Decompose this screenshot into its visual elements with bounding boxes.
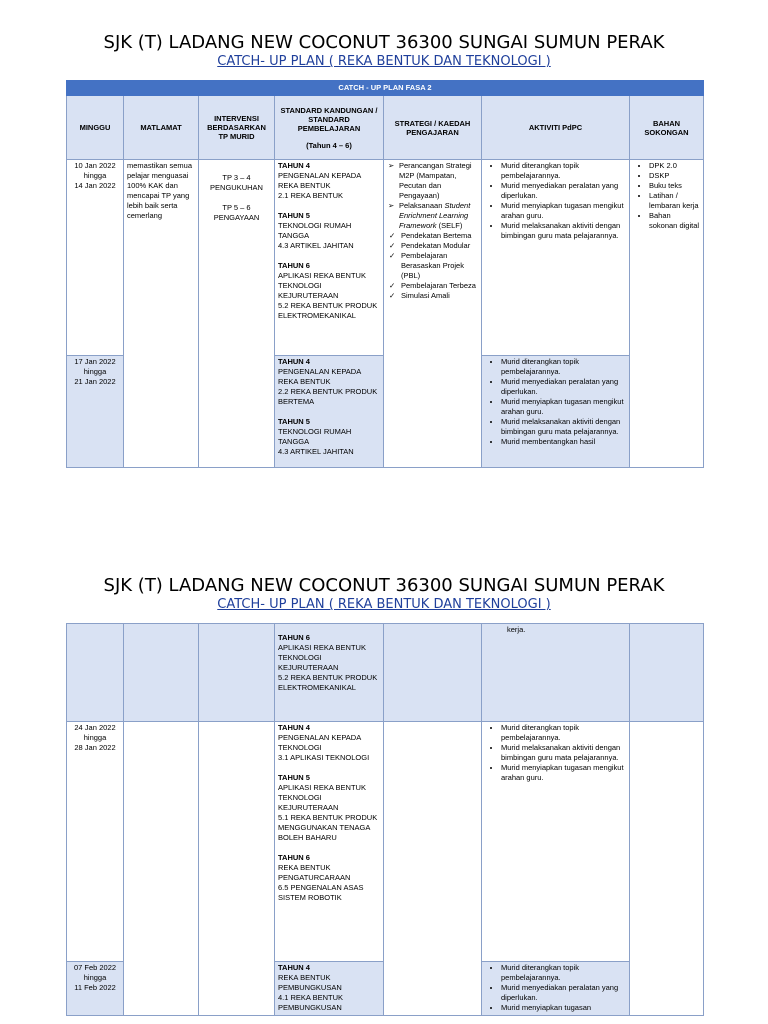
plan-table-page-2 xyxy=(66,623,704,1016)
strategi-cell xyxy=(384,160,482,468)
standard-line: TEKNOLOGI RUMAH TANGGA xyxy=(278,427,352,446)
aktiviti-item: • Murid menyiapkan tugasan mengikut arahan guru. xyxy=(501,397,626,417)
intervensi-tp56: TP 5 – 6 xyxy=(222,203,251,212)
bahan-item: • Buku teks xyxy=(649,181,700,191)
standard-line: REKA BENTUK PEMBUNGKUSAN xyxy=(278,973,342,992)
standard-cell xyxy=(275,160,384,356)
header-standard xyxy=(275,96,384,160)
phase-title: CATCH - UP PLAN FASA 2 xyxy=(67,81,704,96)
aktiviti-item: • Murid melaksanakan aktiviti dengan bimbingan guru mata pelajarannya. xyxy=(501,743,626,763)
week-date: 07 Feb 2022 hingga 11 Feb 2022 xyxy=(67,962,124,1016)
aktiviti-item: • Murid melaksanakan aktiviti dengan bimbingan guru mata pelajarannya. xyxy=(501,417,626,437)
table-row-week-2-continued xyxy=(67,624,704,722)
header-strategi: STRATEGI / KAEDAH PENGAJARAN xyxy=(384,96,482,160)
tahun-5-heading: TAHUN 5 xyxy=(278,211,310,220)
standard-cell xyxy=(275,722,384,962)
standard-line: REKA BENTUK PENGATURCARAAN xyxy=(278,863,351,882)
aktiviti-item: • Murid menyediakan peralatan yang diperlukan. xyxy=(501,377,626,397)
strategi-check-item: ✓ Pendekatan Bertema xyxy=(401,231,478,241)
header-matlamat: MATLAMAT xyxy=(124,96,199,160)
standard-line: 6.5 PENGENALAN ASAS SISTEM ROBOTIK xyxy=(278,883,364,902)
table-row-week-1 xyxy=(67,160,704,356)
strategi-check-item: ✓ Simulasi Amali xyxy=(401,291,478,301)
aktiviti-cell xyxy=(482,160,630,356)
aktiviti-item: • Murid diterangkan topik pembelajarannya. xyxy=(501,963,626,983)
standard-line: TEKNOLOGI RUMAH TANGGA xyxy=(278,221,352,240)
bahan-item: • DSKP xyxy=(649,171,700,181)
aktiviti-cell xyxy=(482,722,630,962)
table-row-week-3 xyxy=(67,722,704,962)
aktiviti-cell xyxy=(482,962,630,1016)
tahun-6-heading: TAHUN 6 xyxy=(278,633,310,642)
week-date: 10 Jan 2022 hingga 14 Jan 2022 xyxy=(67,160,124,356)
header-minggu: MINGGU xyxy=(67,96,124,160)
tahun-4-heading: TAHUN 4 xyxy=(278,161,310,170)
tahun-4-heading: TAHUN 4 xyxy=(278,357,310,366)
aktiviti-item: • Murid diterangkan topik pembelajarannya. xyxy=(501,723,626,743)
tahun-5-heading: TAHUN 5 xyxy=(278,773,310,782)
aktiviti-item: • Murid diterangkan topik pembelajarannya. xyxy=(501,357,626,377)
strategi-item: ➢ Perancangan Strategi M2P (Mampatan, Pecutan dan Pengayaan) xyxy=(399,161,478,201)
standard-cell xyxy=(275,356,384,468)
strategi-item: ➢ Pelaksanaan Student Enrichment Learning Framework (SELF) xyxy=(399,201,478,231)
week-date: 17 Jan 2022 hingga 21 Jan 2022 xyxy=(67,356,124,468)
standard-line: APLIKASI REKA BENTUK TEKNOLOGI KEJURUTERAAN xyxy=(278,643,366,672)
aktiviti-item: • Murid menyediakan peralatan yang diperlukan. xyxy=(501,983,626,1003)
standard-line: 4.1 REKA BENTUK PEMBUNGKUSAN xyxy=(278,993,344,1012)
header-standard-sub: (Tahun 4 – 6) xyxy=(306,140,352,150)
standard-line: 2.2 REKA BENTUK PRODUK BERTEMA xyxy=(278,387,378,406)
intervensi-cell xyxy=(199,160,275,468)
plan-title-page-2: CATCH- UP PLAN ( REKA BENTUK DAN TEKNOLOGI ) xyxy=(217,597,551,612)
strategi-check-item: ✓ Pembelajaran Berasaskan Projek (PBL) xyxy=(401,251,478,281)
aktiviti-item: • Murid membentangkan hasil xyxy=(501,437,626,447)
standard-line: 5.1 REKA BENTUK PRODUK MENGGUNAKAN TENAGA BOLEH BAHARU xyxy=(278,813,378,842)
bahan-item: • Bahan sokonan digital xyxy=(649,211,700,231)
plan-table-page-1 xyxy=(66,80,704,468)
school-name-heading: SJK (T) LADANG NEW COCONUT 36300 SUNGAI SUMUN PERAK xyxy=(103,32,665,53)
aktiviti-item: • Murid diterangkan topik pembelajarannya. xyxy=(501,161,626,181)
intervensi-tp34: TP 3 – 4 xyxy=(222,173,251,182)
aktiviti-item: • Murid menyiapkan tugasan xyxy=(501,1003,626,1013)
tahun-4-heading: TAHUN 4 xyxy=(278,963,310,972)
standard-line: APLIKASI REKA BENTUK TEKNOLOGI KEJURUTERAAN xyxy=(278,783,366,812)
standard-cell xyxy=(275,962,384,1016)
standard-line: 2.1 REKA BENTUK xyxy=(278,191,344,200)
aktiviti-item: • Murid menyiapkan tugasan mengikut arahan guru. xyxy=(501,763,626,783)
intervensi-pengukuhan: PENGUKUHAN xyxy=(210,183,263,192)
aktiviti-item: • Murid melaksanakan aktiviti dengan bimbingan guru mata pelajarannya. xyxy=(501,221,626,241)
plan-title: CATCH- UP PLAN ( REKA BENTUK DAN TEKNOLOGI ) xyxy=(217,54,551,69)
tahun-6-heading: TAHUN 6 xyxy=(278,853,310,862)
school-name-heading-page-2: SJK (T) LADANG NEW COCONUT 36300 SUNGAI SUMUN PERAK xyxy=(103,575,665,596)
tahun-6-heading: TAHUN 6 xyxy=(278,261,310,270)
standard-line: 4.3 ARTIKEL JAHITAN xyxy=(278,241,354,250)
header-aktiviti: AKTIVITI PdPC xyxy=(482,96,630,160)
tahun-4-heading: TAHUN 4 xyxy=(278,723,310,732)
aktiviti-item: • Murid menyediakan peralatan yang diperlukan. xyxy=(501,181,626,201)
standard-line: PENGENALAN KEPADA REKA BENTUK xyxy=(278,171,361,190)
intervensi-pengayaan: PENGAYAAN xyxy=(213,213,260,222)
bahan-item: • Latihan / lembaran kerja xyxy=(649,191,700,211)
week-date: 24 Jan 2022 hingga 28 Jan 2022 xyxy=(67,722,124,962)
aktiviti-cell xyxy=(482,624,630,722)
standard-line: PENGENALAN KEPADA TEKNOLOGI xyxy=(278,733,361,752)
strategi-check-item: ✓ Pendekatan Modular xyxy=(401,241,478,251)
aktiviti-item: • Murid menyiapkan tugasan mengikut arahan guru. xyxy=(501,201,626,221)
strategi-check-item: ✓ Pembelajaran Terbeza xyxy=(401,281,478,291)
standard-line: PENGENALAN KEPADA REKA BENTUK xyxy=(278,367,361,386)
aktiviti-cell xyxy=(482,356,630,468)
aktiviti-continued: kerja. xyxy=(507,625,526,634)
standard-line: APLIKASI REKA BENTUK TEKNOLOGI KEJURUTERAAN xyxy=(278,271,366,300)
standard-line: 5.2 REKA BENTUK PRODUK ELEKTROMEKANIKAL xyxy=(278,673,378,692)
tahun-5-heading: TAHUN 5 xyxy=(278,417,310,426)
header-bahan: BAHAN SOKONGAN xyxy=(630,96,704,160)
header-standard-label: STANDARD KANDUNGAN / STANDARD PEMBELAJARAN xyxy=(280,105,378,133)
bahan-item: • DPK 2.0 xyxy=(649,161,700,171)
header-intervensi: INTERVENSI BERDASARKAN TP MURID xyxy=(199,96,275,160)
matlamat-cell: memastikan semua pelajar menguasai 100% KAK dan mencapai TP yang lebih baik serta cemerlang xyxy=(124,160,199,468)
standard-line: 5.2 REKA BENTUK PRODUK ELEKTROMEKANIKAL xyxy=(278,301,378,320)
standard-line: 3.1 APLIKASI TEKNOLOGI xyxy=(278,753,370,762)
bahan-cell xyxy=(630,160,704,468)
standard-cell xyxy=(275,624,384,722)
standard-line: 4.3 ARTIKEL JAHITAN xyxy=(278,447,354,456)
